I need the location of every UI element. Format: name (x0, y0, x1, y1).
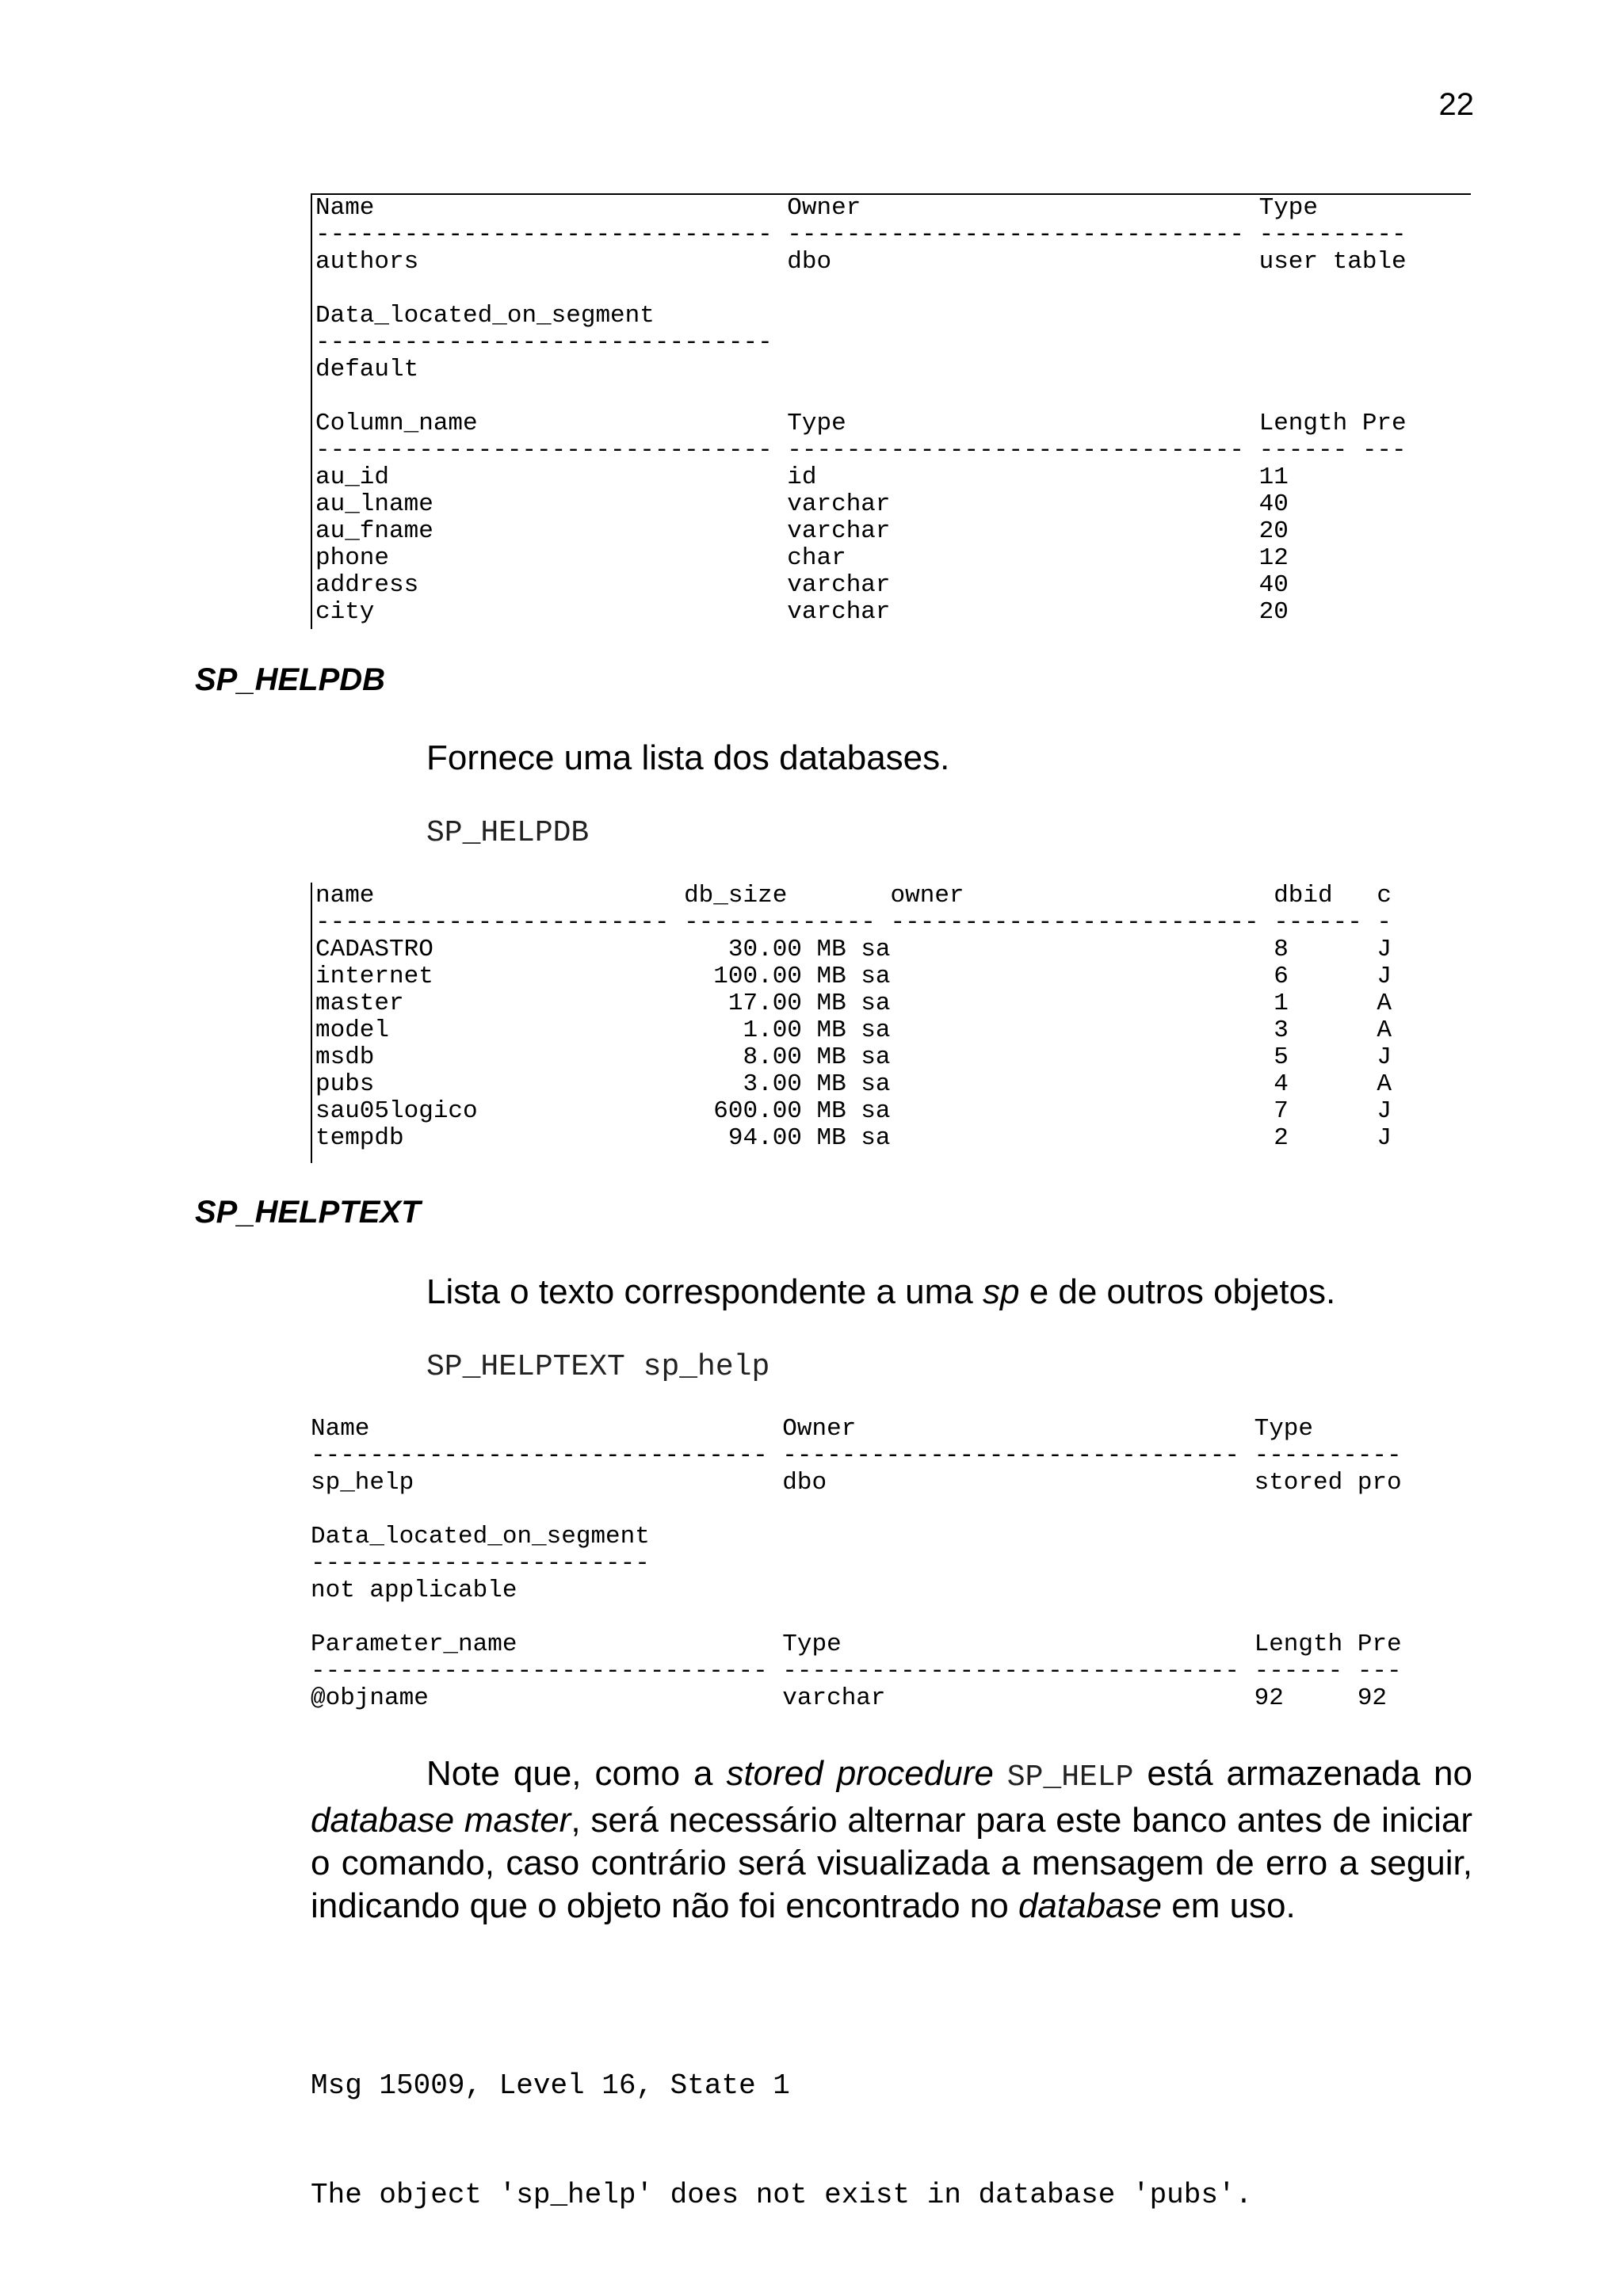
console-line: CADASTRO 30.00 MB sa 8 J (315, 936, 1392, 963)
console-line: Column_name Type Length Pre (315, 410, 1407, 437)
console-line: name db_size owner dbid c (315, 883, 1392, 910)
console-line: ------------------------------- ------------------------------- ---------- (315, 221, 1407, 249)
section-description-sp-helpdb: Fornece uma lista dos databases. (426, 738, 950, 777)
console-line: ------------------------------- (315, 329, 773, 357)
console-output-sp-help-authors (311, 193, 1471, 629)
console-line: @objname varchar 92 92 (311, 1684, 1388, 1712)
console-output-sp-helptext (311, 1415, 1469, 1724)
command-sp-helpdb: SP_HELPDB (426, 816, 590, 850)
console-blank-line (315, 383, 1471, 410)
console-line: Name Owner Type (315, 194, 1319, 222)
console-line: au_lname varchar 40 (315, 490, 1289, 518)
note-text: em uso. (1162, 1886, 1296, 1925)
note-text: , será necessário alternar para este banco antes de iniciar o comando, caso contrário será visualizada a mensagem de erro a seguir, indicando que o objeto não foi encontrado no (311, 1801, 1472, 1925)
note-text (994, 1754, 1007, 1793)
error-line-1: Msg 15009, Level 16, State 1 (311, 2069, 790, 2102)
console-line: tempdb 94.00 MB sa 2 J (315, 1124, 1392, 1152)
console-blank-line (311, 1604, 1469, 1630)
console-blank-line (315, 276, 1471, 303)
console-line: ------------------------ ------------- ------------------------- ------ - (315, 909, 1392, 936)
console-line: city varchar 20 (315, 598, 1289, 626)
console-line: au_id id 11 (315, 463, 1289, 491)
console-line: master 17.00 MB sa 1 A (315, 990, 1392, 1017)
console-line: ----------------------- (311, 1550, 650, 1577)
description-italic: sp (982, 1272, 1020, 1311)
error-line-2: The object 'sp_help' does not exist in database 'pubs'. (311, 2179, 1253, 2211)
console-output-sp-helpdb (311, 883, 1471, 1163)
console-line: au_fname varchar 20 (315, 517, 1289, 545)
console-lines (312, 195, 1471, 626)
console-line: default (315, 356, 419, 383)
section-heading-sp-helpdb: SP_HELPDB (195, 662, 386, 697)
console-line: pubs 3.00 MB sa 4 A (315, 1070, 1392, 1098)
console-lines (311, 1415, 1469, 1711)
console-line: address varchar 40 (315, 571, 1289, 599)
section-description-sp-helptext (426, 1272, 1335, 1312)
note-italic-database: database (1018, 1886, 1162, 1925)
console-lines (312, 883, 1471, 1152)
console-line: Name Owner Type (311, 1415, 1314, 1443)
note-italic-stored-procedure: stored procedure (726, 1754, 994, 1793)
description-text: Lista o texto correspondente a uma (426, 1272, 983, 1311)
console-line: model 1.00 MB sa 3 A (315, 1016, 1392, 1044)
note-text: Note que, como a (426, 1754, 727, 1793)
console-line: sau05logico 600.00 MB sa 7 J (315, 1097, 1392, 1125)
note-text: está armazenada no (1133, 1754, 1472, 1793)
console-blank-line (311, 1496, 1469, 1523)
console-line: msdb 8.00 MB sa 5 J (315, 1043, 1392, 1071)
console-line: Data_located_on_segment (311, 1523, 650, 1550)
console-line: ------------------------------- ------------------------------- ---------- (311, 1442, 1402, 1470)
description-text-end: e de outros objetos. (1019, 1272, 1336, 1311)
command-sp-helptext: SP_HELPTEXT sp_help (426, 1350, 770, 1384)
error-message (311, 1995, 1252, 2250)
console-line: not applicable (311, 1577, 517, 1604)
page-number: 22 (1438, 87, 1474, 122)
console-line: ------------------------------- ------------------------------- ------ --- (315, 437, 1407, 464)
note-paragraph (311, 1753, 1472, 1928)
section-heading-sp-helptext: SP_HELPTEXT (195, 1195, 421, 1230)
console-line: Parameter_name Type Length Pre (311, 1630, 1402, 1658)
console-line: ------------------------------- ------------------------------- ------ --- (311, 1657, 1402, 1685)
console-line: internet 100.00 MB sa 6 J (315, 963, 1392, 990)
note-mono-sp-help: SP_HELP (1006, 1760, 1134, 1794)
note-italic-database-master: database master (311, 1801, 571, 1840)
console-line: phone char 12 (315, 544, 1289, 572)
console-line: authors dbo user table (315, 248, 1407, 276)
console-line: Data_located_on_segment (315, 302, 655, 330)
console-line: sp_help dbo stored pro (311, 1469, 1402, 1497)
